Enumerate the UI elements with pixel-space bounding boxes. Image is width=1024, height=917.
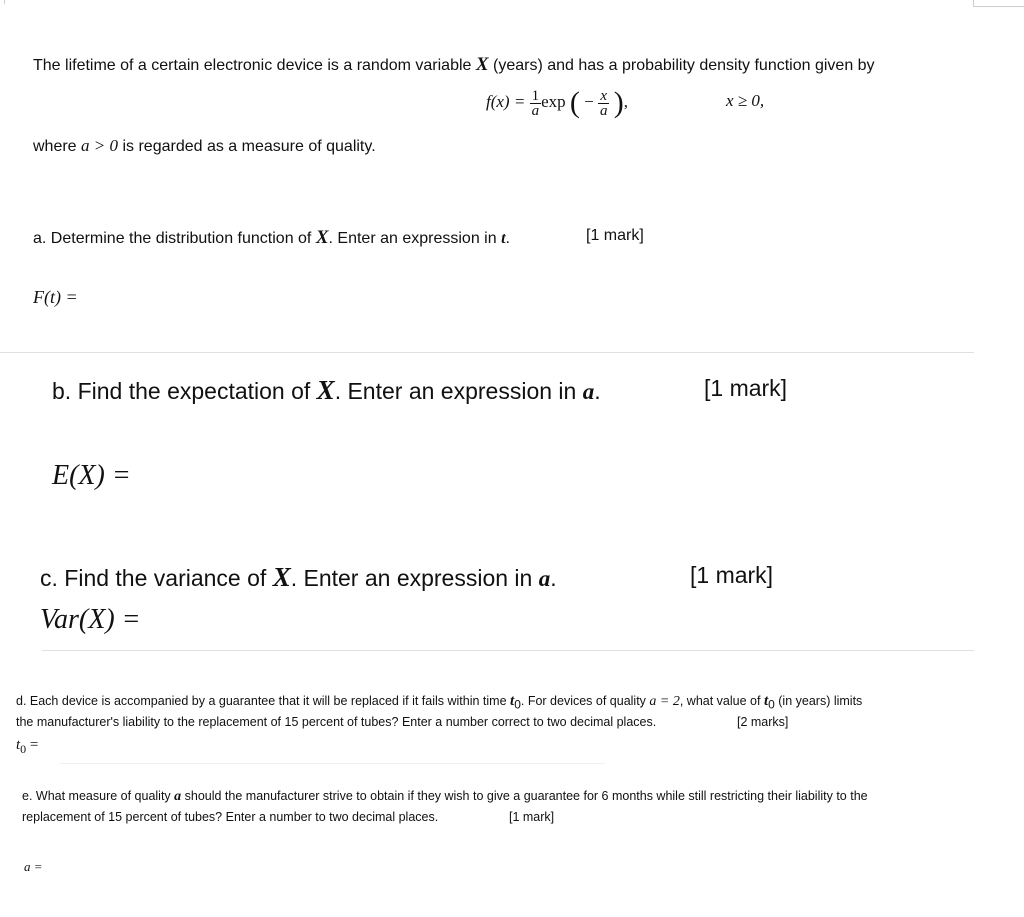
where-sentence: where a > 0 is regarded as a measure of quality. <box>33 136 376 155</box>
part-b-question: b. Find the expectation of X. Enter an expression in a. <box>52 375 601 405</box>
part-c-marks: [1 mark] <box>690 562 774 588</box>
part-d-marks: [2 marks] <box>737 715 789 729</box>
part-e-answer-label: a = <box>24 859 43 874</box>
close-paren: ) <box>613 86 624 120</box>
part-b-answer-label: E(X) = <box>52 460 131 491</box>
intro-sentence: The lifetime of a certain electronic device is a random variable X (years) and has a probability density function given by <box>33 54 875 75</box>
pdf-domain: x ≥ 0, <box>726 91 765 110</box>
pdf-formula: f(x) = $\frac{1}{a}$ exp ( − $\frac{x}{a}$ ), <box>486 86 628 120</box>
part-b-marks: [1 mark] <box>704 375 788 401</box>
part-e-question-line2: replacement of 15 percent of tubes? Enter a number to two decimal places. <box>22 810 439 824</box>
window-corner-left <box>0 0 5 4</box>
part-e-question-line1: e. What measure of quality a should the manufacturer strive to obtain if they wish to give a guarantee for 6 months while still restricting their liability to the <box>22 789 868 804</box>
part-e-marks: [1 mark] <box>509 810 555 824</box>
part-c-answer-label: Var(X) = <box>40 604 141 635</box>
part-d-question-line2: the manufacturer's liability to the replacement of 15 percent of tubes? Enter a number correct to two decimal places. <box>16 715 657 729</box>
window-corner-right <box>973 0 1024 7</box>
divider <box>0 352 974 353</box>
inner-fraction: $\frac{x}{a}$ <box>599 87 608 119</box>
pdf-fraction: $\frac{1}{a}$ <box>531 87 540 119</box>
var-x: X <box>475 54 489 75</box>
part-d-answer-label: $t_0$ = <box>16 737 39 756</box>
divider <box>42 650 974 651</box>
part-a-marks: [1 mark] <box>586 227 644 244</box>
part-d-question-line1: d. Each device is accompanied by a guarantee that it will be replaced if it fails within time $t_0$. For devices of quality a = 2, what value of $t_0$ (in years) limits <box>16 693 863 712</box>
part-a-answer-label: F(t) = <box>33 287 78 307</box>
part-a-question: a. Determine the distribution function of X. Enter an expression in t. <box>33 227 510 248</box>
divider <box>60 763 605 764</box>
part-c-question: c. Find the variance of X. Enter an expression in a. <box>40 562 557 592</box>
open-paren: ( <box>569 86 580 120</box>
